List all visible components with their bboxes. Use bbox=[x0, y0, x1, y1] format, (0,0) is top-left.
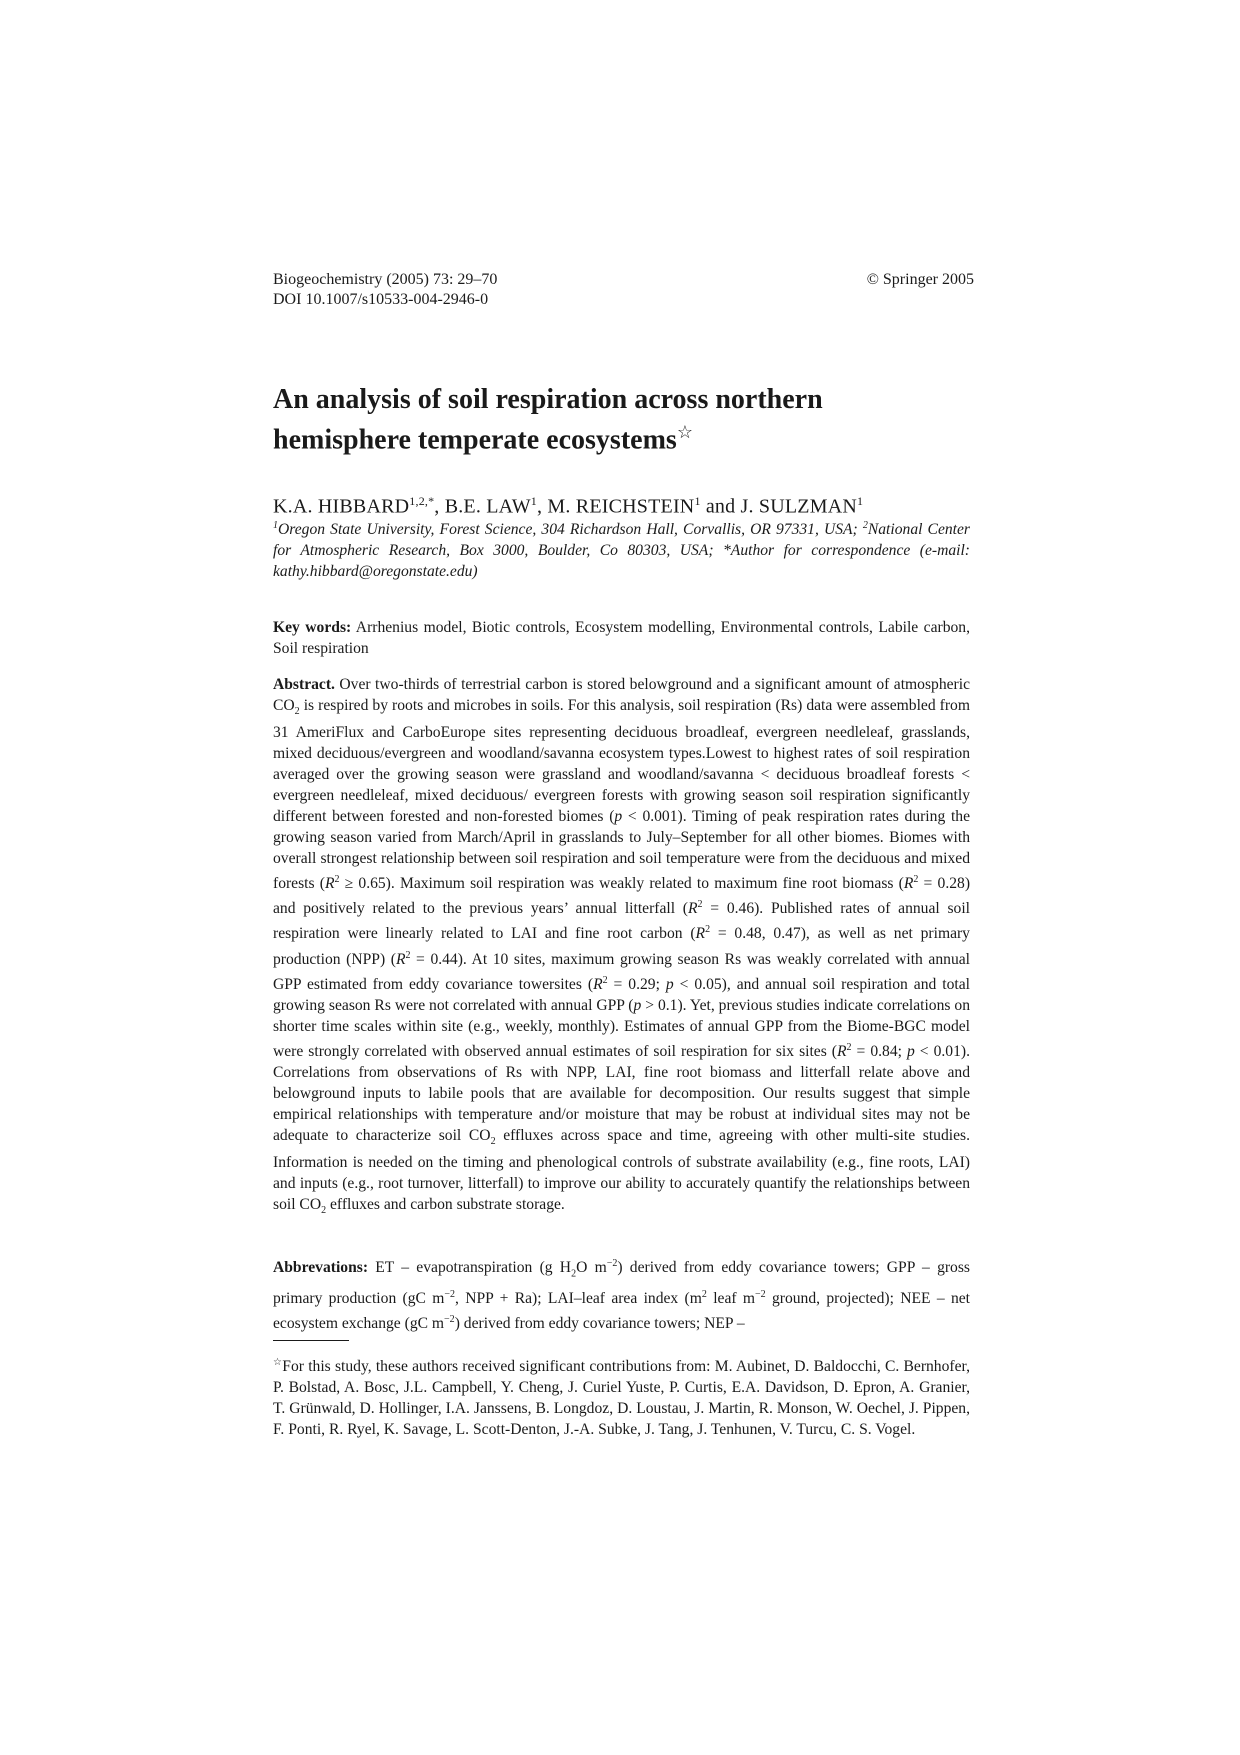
superscript: 2 bbox=[913, 874, 919, 886]
italic-symbol: p bbox=[665, 976, 674, 994]
superscript: 2 bbox=[705, 924, 711, 936]
author-hibbard: K.A. HIBBARD bbox=[273, 495, 410, 518]
abbreviations-text: ) derived from eddy covariance towers; GPP – gross primary production (gC m bbox=[273, 1259, 970, 1308]
author-affil-mark: 1 bbox=[694, 494, 701, 508]
superscript: 2 bbox=[405, 949, 411, 961]
author-affil-mark: 1 bbox=[857, 494, 864, 508]
abbreviations bbox=[273, 1253, 970, 1335]
abbreviations-text: ) derived from eddy covariance towers; NEP – bbox=[454, 1315, 745, 1333]
author-sulzman: and J. SULZMAN bbox=[700, 495, 857, 518]
abstract-text: Over two-thirds of terrestrial carbon is stored belowground and a significant amount of atmospheric CO bbox=[273, 676, 970, 714]
abstract-text: < 0.01). Correlations from observations of Rs with NPP, LAI, fine root biomass and litterfall relate above and belowground inputs to labile pools that are available for decomposition. Our results suggest that simple empirical relationships with temperature and/or moisture that may be robust at individual sites may not be adequate to characterize soil CO bbox=[273, 1043, 970, 1145]
abstract-label: Abstract. bbox=[273, 676, 335, 693]
affil-mark: 2 bbox=[862, 520, 868, 531]
italic-symbol: p bbox=[614, 808, 623, 826]
keywords-text: Arrhenius model, Biotic controls, Ecosystem modelling, Environmental controls, Labile carbon, Soil respiration bbox=[273, 619, 970, 657]
superscript: 2 bbox=[334, 874, 340, 886]
superscript: −2 bbox=[444, 1289, 456, 1301]
italic-symbol: R bbox=[695, 925, 706, 943]
keywords bbox=[273, 617, 970, 659]
abbreviations-text: ground, projected); NEE – net ecosystem exchange (gC m bbox=[273, 1290, 971, 1333]
italic-symbol: R bbox=[395, 950, 406, 968]
doi-line: DOI 10.1007/s10533-004-2946-0 bbox=[273, 291, 489, 308]
footnote bbox=[273, 1352, 970, 1440]
footnote-text: For this study, these authors received significant contributions from: M. Aubinet, D. Baldocchi, C. Bernhofer, P. Bolstad, A. Bosc, J.L. Campbell, Y. Cheng, J. Curiel Yuste, P. Curtis, E.A. Davidson, D. Epron, A. Granier, T. Grünwald, D. Hollinger, I.A. Janssens, B. Longdoz, D. Loustau, J. Martin, R. Monson, W. Oechel, J. Pippen, F. Ponti, R. Ryel, K. Savage, L. Scott-Denton, J.-A. Subke, J. Tang, J. Tenhunen, V. Turcu, C. S. Vogel. bbox=[273, 1358, 970, 1439]
abstract-text: effluxes across space and time, agreeing with other multi-site studies. Information is needed on the timing and phenological controls of substrate availability (e.g., fine roots, LAI) and inputs (e.g., root turnover, litterfall) to improve our ability to accurately quantify the relationships between soil CO bbox=[273, 1127, 970, 1214]
journal-line: Biogeochemistry (2005) 73: 29–70 bbox=[273, 271, 498, 288]
abstract-text: = 0.48, 0.47), as well as net primary production (NPP) ( bbox=[273, 925, 970, 968]
footnote-divider bbox=[273, 1340, 349, 1341]
abbreviations-text: O m bbox=[576, 1259, 607, 1277]
superscript: 2 bbox=[602, 974, 608, 986]
abbreviations-text: leaf m bbox=[706, 1290, 756, 1308]
abstract-text: = 0.44). At 10 sites, maximum growing season Rs was weakly correlated with annual GPP estimated from eddy covariance towersites ( bbox=[273, 950, 971, 994]
title-star-footnote-icon: ☆ bbox=[676, 422, 693, 442]
abstract-text: ≥ 0.65). Maximum soil respiration was weakly related to maximum fine root biomass ( bbox=[339, 875, 904, 893]
abstract-text: < 0.05), and annual soil respiration and total growing season Rs were not correlated with annual GPP ( bbox=[273, 976, 970, 1015]
superscript: 2 bbox=[697, 899, 703, 911]
author-affil-mark: 1 bbox=[530, 494, 537, 508]
superscript: 2 bbox=[701, 1289, 707, 1301]
abstract-text: = 0.46). Published rates of annual soil respiration were linearly related to LAI and fine root carbon ( bbox=[273, 900, 970, 943]
superscript: −2 bbox=[444, 1314, 455, 1326]
subscript: 2 bbox=[321, 1205, 327, 1217]
italic-symbol: R bbox=[837, 1043, 847, 1061]
title-line-2: hemisphere temperate ecosystems bbox=[273, 424, 677, 456]
italic-symbol: R bbox=[324, 875, 335, 893]
footnote-star-icon: ☆ bbox=[273, 1357, 283, 1368]
superscript: 2 bbox=[846, 1042, 852, 1054]
italic-symbol: p bbox=[906, 1043, 915, 1061]
italic-symbol: p bbox=[633, 997, 642, 1015]
subscript: 2 bbox=[490, 1136, 496, 1148]
title-line-1: An analysis of soil respiration across northern bbox=[273, 384, 823, 415]
abbreviations-text: , NPP + Ra); LAI–leaf area index (m bbox=[455, 1290, 702, 1308]
abstract-text: = 0.84; bbox=[851, 1043, 907, 1061]
abstract-text: = 0.29; bbox=[607, 976, 666, 994]
author-reichstein: , M. REICHSTEIN bbox=[537, 495, 695, 518]
affiliation-1: Oregon State University, Forest Science, 304 Richardson Hall, Corvallis, OR 97331, USA; bbox=[278, 521, 863, 539]
abstract bbox=[273, 674, 970, 1221]
italic-symbol: R bbox=[688, 900, 698, 918]
italic-symbol: R bbox=[903, 875, 914, 893]
author-law: , B.E. LAW bbox=[434, 495, 531, 518]
abbreviations-text: ET – evapotranspiration (g H bbox=[368, 1259, 572, 1277]
paper-title bbox=[273, 383, 993, 456]
subscript: 2 bbox=[571, 1268, 577, 1280]
keywords-label: Key words: bbox=[273, 619, 352, 636]
abstract-text: effluxes and carbon substrate storage. bbox=[326, 1196, 565, 1214]
abstract-text: is respired by roots and microbes in soils. For this analysis, soil respiration (Rs) data were assembled from 31 AmeriFlux and CarboEurope sites representing deciduous broadleaf, evergreen needleleaf, grasslands, mixed deciduous/evergreen and woodland/savanna ecosystem types.Lowest to highest rates of soil respiration averaged over the growing season were grassland and woodland/savanna < deciduous broadleaf forests < evergreen needleleaf, mixed deciduous/ evergreen forests with growing season soil respiration significantly different between forested and non-forested biomes ( bbox=[273, 697, 970, 826]
author-affil-mark: 1,2,* bbox=[409, 494, 435, 508]
affiliation-2: National Center for Atmospheric Research, Box 3000, Boulder, Co 80303, USA; *Author for correspondence (e-mail: kathy.hibbard@oregonstate.edu) bbox=[273, 521, 970, 581]
copyright-notice: © Springer 2005 bbox=[866, 271, 974, 288]
superscript: −2 bbox=[755, 1289, 766, 1301]
italic-symbol: R bbox=[593, 976, 603, 994]
affiliations bbox=[273, 515, 970, 582]
abstract-text: = 0.28) and positively related to the previous years’ annual litterfall ( bbox=[273, 875, 971, 918]
abstract-text: < 0.001). Timing of peak respiration rates during the growing season varied from March/April in grasslands to July–September for all other biomes. Biomes with overall strongest relationship between soil respiration and soil temperature were from the deciduous and mixed forests ( bbox=[273, 808, 971, 893]
journal-citation bbox=[273, 270, 497, 310]
abbreviations-label: Abbrevations: bbox=[273, 1259, 369, 1277]
affil-mark: 1 bbox=[273, 520, 278, 531]
subscript: 2 bbox=[294, 706, 300, 718]
abstract-text: > 0.1). Yet, previous studies indicate correlations on shorter time scales within site (e.g., weekly, monthly). Estimates of annual GPP from the Biome-BGC model were strongly correlated with observed annual estimates of soil respiration for six sites ( bbox=[273, 997, 970, 1061]
superscript: −2 bbox=[606, 1258, 618, 1269]
